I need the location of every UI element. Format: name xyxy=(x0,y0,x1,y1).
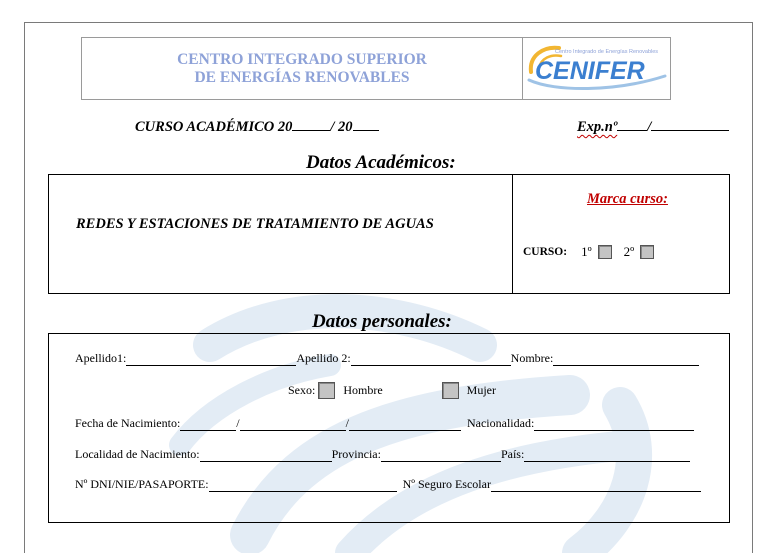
first-year-label: 1º xyxy=(581,244,592,259)
birth-date-row xyxy=(75,416,694,431)
id-row xyxy=(75,477,701,492)
course-year-options xyxy=(523,244,666,260)
fecha-label: Fecha de Nacimiento: xyxy=(75,416,181,430)
center-title-line2: DE ENERGÍAS RENOVABLES xyxy=(194,68,410,86)
mujer-checkbox[interactable] xyxy=(442,382,459,399)
academic-year-line xyxy=(135,117,379,136)
expedient-year-blank[interactable] xyxy=(651,117,729,131)
course-year-cell xyxy=(513,175,729,293)
localidad-label: Localidad de Nacimiento: xyxy=(75,447,200,461)
dni-label: Nº DNI/NIE/PASAPORTE: xyxy=(75,477,209,491)
sexo-label: Sexo: xyxy=(288,383,316,397)
marca-curso-label: Marca curso: xyxy=(587,191,668,207)
nombre-label: Nombre: xyxy=(510,351,554,365)
names-row xyxy=(75,351,699,366)
expedient-separator: / xyxy=(647,119,652,135)
birth-year-field[interactable] xyxy=(349,419,461,431)
academic-section-title: Datos Académicos: xyxy=(306,152,456,173)
pais-label: País: xyxy=(500,447,525,461)
sex-row xyxy=(288,382,496,399)
apellido2-field[interactable] xyxy=(351,354,511,366)
birth-month-field[interactable] xyxy=(240,419,346,431)
academic-box xyxy=(48,174,730,294)
provincia-label: Provincia: xyxy=(331,447,381,461)
academic-year-end-blank[interactable] xyxy=(353,117,379,131)
provincia-field[interactable] xyxy=(381,450,501,462)
academic-year-label: CURSO ACADÉMICO 20 xyxy=(135,119,293,135)
center-title xyxy=(82,38,523,99)
header-box xyxy=(81,37,671,100)
seguro-field[interactable] xyxy=(491,480,701,492)
seguro-label: Nº Seguro Escolar xyxy=(402,477,491,491)
page-edge-top xyxy=(24,22,753,23)
cenifer-logo xyxy=(523,38,670,99)
logo-tagline: Centro Integrado de Energías Renovables xyxy=(555,49,659,55)
apellido2-label: Apellido 2: xyxy=(296,351,351,365)
academic-year-start-blank[interactable] xyxy=(292,117,330,131)
center-title-line1: CENTRO INTEGRADO SUPERIOR xyxy=(177,50,427,68)
nombre-field[interactable] xyxy=(553,354,699,366)
date-separator-1: / xyxy=(236,416,240,430)
page-edge-right xyxy=(752,22,753,553)
pais-field[interactable] xyxy=(524,450,690,462)
expedient-number-blank[interactable] xyxy=(617,117,647,131)
course-name: REDES Y ESTACIONES DE TRATAMIENTO DE AGUAS xyxy=(76,216,434,232)
birthplace-row xyxy=(75,447,690,462)
page-edge-left xyxy=(24,22,25,553)
dni-field[interactable] xyxy=(209,480,397,492)
expedient-line xyxy=(577,117,729,136)
academic-course-cell xyxy=(49,175,513,293)
date-separator-2: / xyxy=(345,416,349,430)
birth-day-field[interactable] xyxy=(180,419,236,431)
nacionalidad-label: Nacionalidad: xyxy=(466,416,535,430)
curso-label: CURSO: xyxy=(523,246,568,258)
hombre-checkbox[interactable] xyxy=(318,382,335,399)
second-year-label: 2º xyxy=(623,244,635,259)
first-year-checkbox[interactable] xyxy=(598,245,612,259)
apellido1-label: Apellido1: xyxy=(75,351,127,365)
second-year-checkbox[interactable] xyxy=(640,245,654,259)
mujer-label: Mujer xyxy=(466,383,496,397)
localidad-field[interactable] xyxy=(200,450,332,462)
apellido1-field[interactable] xyxy=(126,354,296,366)
personal-box xyxy=(48,333,730,523)
personal-section-title: Datos personales: xyxy=(312,311,452,332)
logo-text: CENIFER xyxy=(535,57,645,85)
expedient-label: Exp.nº xyxy=(577,119,618,135)
hombre-label: Hombre xyxy=(343,383,383,397)
academic-year-separator: / 20 xyxy=(330,119,353,135)
nacionalidad-field[interactable] xyxy=(534,419,694,431)
